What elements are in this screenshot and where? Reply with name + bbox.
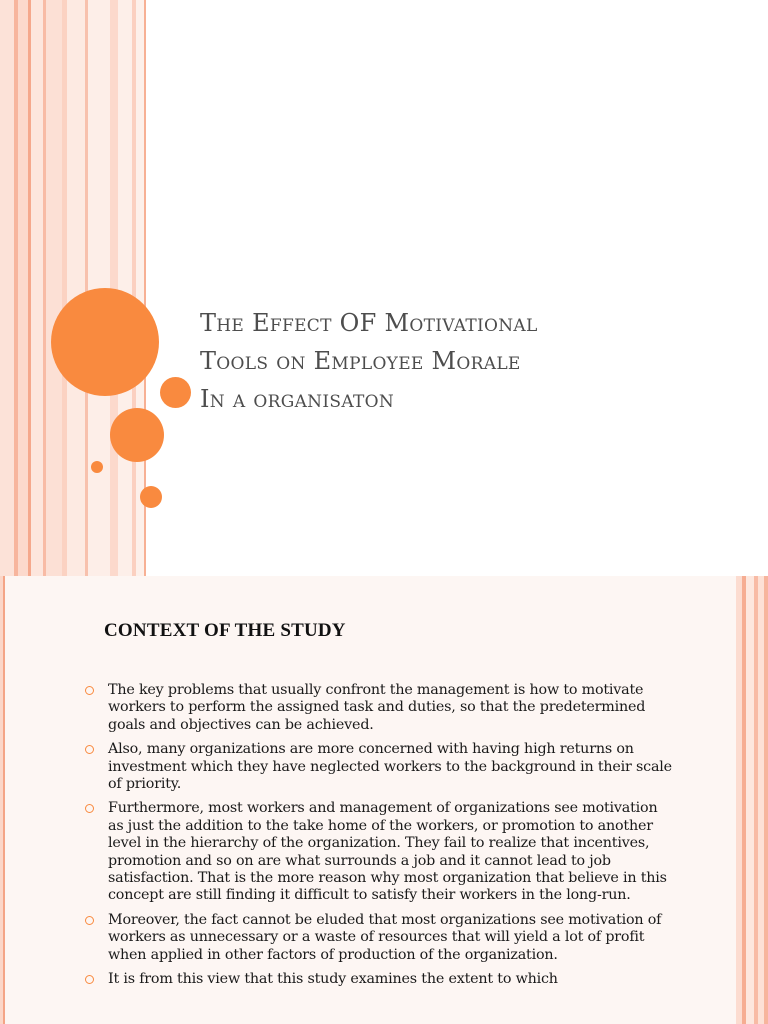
decorative-circle-tiny: [91, 461, 103, 473]
decorative-stripe: [67, 0, 85, 576]
decorative-circle-small: [140, 486, 162, 508]
decorative-circle-small: [160, 377, 191, 408]
circle-bullet-icon: [85, 745, 94, 754]
decorative-circle-medium: [110, 408, 164, 462]
slide-heading: CONTEXT OF THE STUDY: [104, 620, 346, 641]
list-item: [84, 682, 674, 734]
slide-title: [200, 304, 720, 418]
decorative-stripe: [118, 0, 132, 576]
decorative-stripe: [31, 0, 43, 576]
decorative-stripe: [746, 576, 754, 1024]
circle-bullet-icon: [85, 916, 94, 925]
circle-bullet-icon: [85, 975, 94, 984]
circle-bullet-icon: [85, 804, 94, 813]
bullet-list: [84, 682, 674, 996]
bullet-text: The key problems that usually confront the management is how to motivate workers to perform the assigned task and duties, so that the predetermined goals and objectives can be achieved.: [108, 682, 646, 733]
slide-title-line: The Effect OF Motivational: [200, 309, 538, 337]
slide-content-area: [146, 0, 768, 576]
decorative-stripe: [46, 0, 62, 576]
decorative-stripe: [18, 0, 28, 576]
content-slide: [0, 576, 768, 1024]
decorative-circle-large: [51, 288, 159, 396]
bullet-text: Furthermore, most workers and management of organizations see motivation as just the addition to the take home of the workers, or promotion to another level in the hierarchy of the organization. They fail to realize that incentives, promotion and so on are what surrounds a job and it cannot lead to job satisfaction. That is the more reason why most organization that believe in this concept are still finding it difficult to satisfy their workers in the long-run.: [108, 800, 667, 904]
list-item: [84, 800, 674, 904]
bullet-text: Also, many organizations are more concerned with having high returns on investment which they have neglected workers to the background in their scale of priority.: [108, 741, 672, 793]
decorative-stripe: [764, 576, 768, 1024]
bullet-text: It is from this view that this study examines the extent to which: [108, 971, 558, 988]
list-item: [84, 912, 674, 964]
slide-title-line: Tools on Employee Morale: [200, 347, 521, 375]
list-item: [84, 741, 674, 793]
decorative-stripe: [0, 0, 14, 576]
circle-bullet-icon: [85, 686, 94, 695]
list-item: [84, 971, 674, 988]
slide-title-line: In a organisaton: [200, 385, 395, 413]
bullet-text: Moreover, the fact cannot be eluded that most organizations see motivation of workers as unnecessary or a waste of resources that will yield a lot of profit when applied in other factors of production of the organization.: [108, 911, 662, 963]
